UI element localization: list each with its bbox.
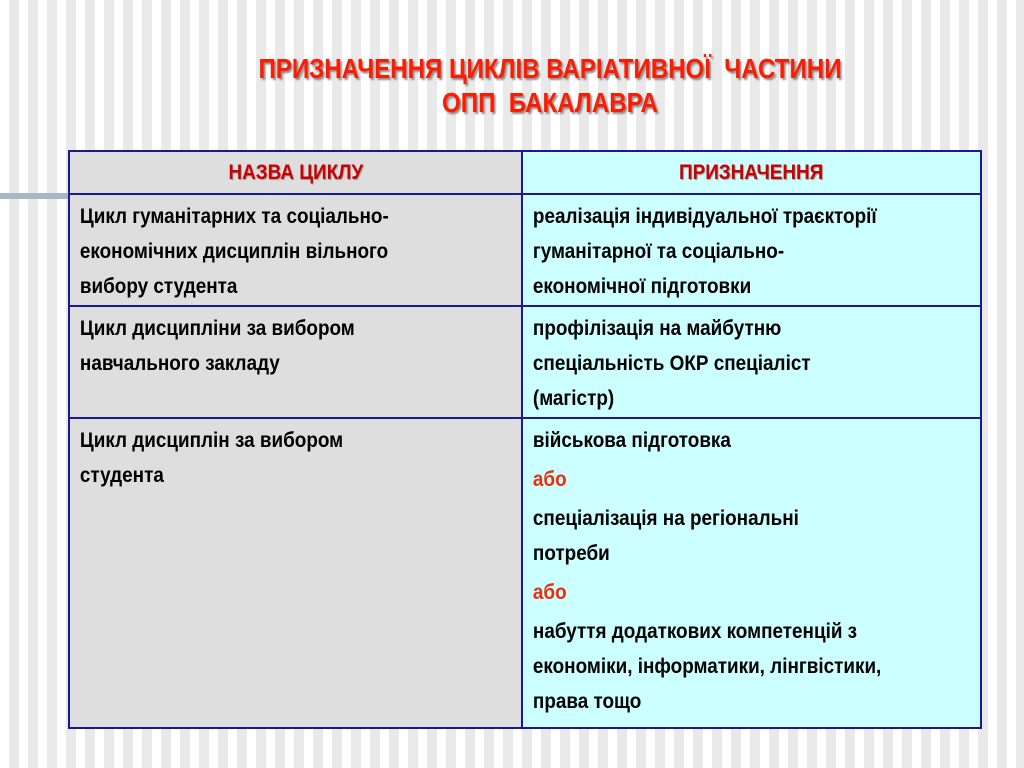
cycle-purpose-cell xyxy=(522,194,981,306)
cycle-purpose-line: реалізація індивідуальної траєкторії xyxy=(532,205,877,228)
cycle-purpose-line: спеціальність ОКР спеціаліст xyxy=(532,352,811,375)
cycle-name-line: Цикл гуманітарних та соціально- xyxy=(79,205,389,228)
cycle-purpose-line: (магістр) xyxy=(532,387,615,410)
cycle-name-line: навчального закладу xyxy=(79,352,280,375)
cycle-purpose-cell xyxy=(522,306,981,418)
cycle-purpose-line: гуманітарної та соціально- xyxy=(532,240,785,263)
cycle-purpose-cell xyxy=(522,418,981,728)
or-connector: або xyxy=(532,468,567,491)
purpose-option-specialization: спеціалізація на регіональні xyxy=(532,507,799,530)
purpose-option-military: військова підготовка xyxy=(532,429,731,452)
table-row xyxy=(69,306,981,418)
cycle-purpose-line: профілізація на майбутню xyxy=(532,317,782,340)
purpose-option-competencies: економіки, інформатики, лінгвістики, xyxy=(532,655,882,678)
purpose-option-competencies: права тощо xyxy=(532,690,642,713)
cycle-name-line: Цикл дисципліни за вибором xyxy=(79,317,355,340)
purpose-option-competencies: набуття додаткових компетенцій з xyxy=(532,620,858,643)
or-connector: або xyxy=(532,581,567,604)
cycle-name-cell xyxy=(69,194,522,306)
cycle-purpose-line: економічної підготовки xyxy=(532,275,752,298)
cycle-name-cell xyxy=(69,418,522,728)
table-header-row xyxy=(69,151,981,194)
table-row xyxy=(69,418,981,728)
cycle-name-line: Цикл дисциплін за вибором xyxy=(79,429,344,452)
cycle-name-line: вибору студента xyxy=(79,275,238,298)
cycle-name-cell xyxy=(69,306,522,418)
page-title xyxy=(197,52,902,120)
header-label-purpose: ПРИЗНАЧЕННЯ xyxy=(679,161,824,184)
page-title-line-2: ОПП БАКАЛАВРА xyxy=(442,87,658,118)
table-row xyxy=(69,194,981,306)
header-cell-name xyxy=(69,151,522,194)
cycle-name-line: економічних дисциплін вільного xyxy=(79,240,389,263)
cycle-name-line: студента xyxy=(79,464,164,487)
purpose-option-specialization: потреби xyxy=(532,542,610,565)
cycles-table xyxy=(68,150,982,729)
page-title-line-1: ПРИЗНАЧЕННЯ ЦИКЛІВ ВАРІАТИВНОЇ ЧАСТИНИ xyxy=(258,53,842,84)
header-label-name: НАЗВА ЦИКЛУ xyxy=(228,161,363,184)
header-cell-purpose xyxy=(522,151,981,194)
